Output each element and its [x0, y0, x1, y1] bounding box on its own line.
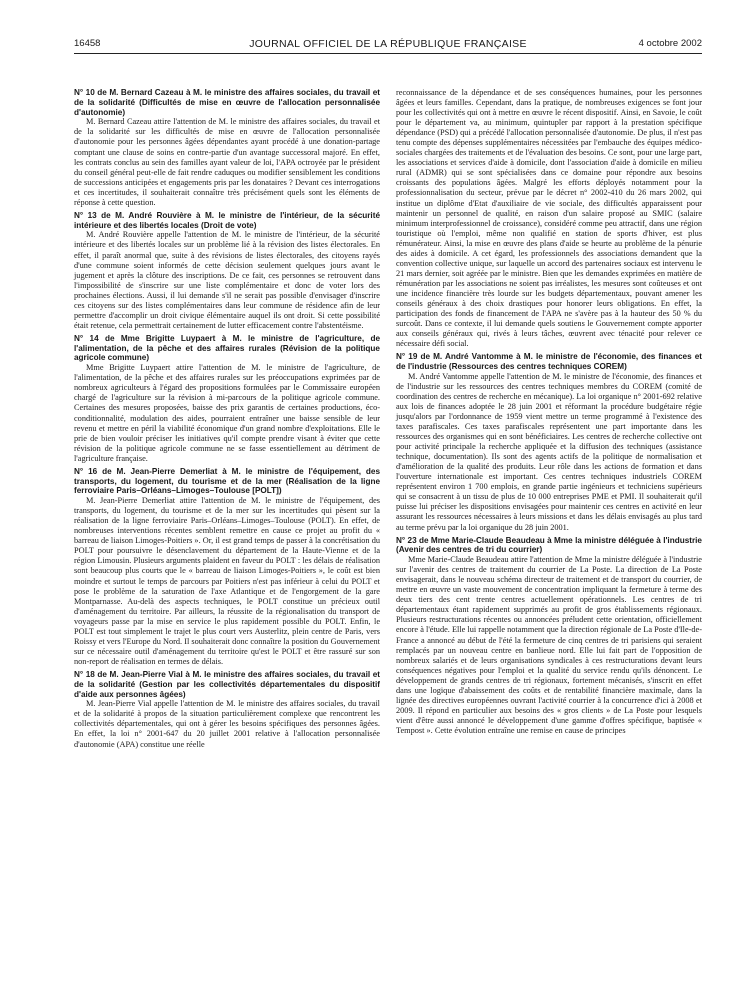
question-body: M. Bernard Cazeau attire l'attention de M. le ministre des affaires sociales, du travail et de la solidarité sur les difficultés de mise en œuvre de l'allocation personnalisée d'autonomie pour les personnes âgées dépendantes ayant procédé à une donation-partage comptant une clause de soins en contre-partie d'un avantage successoral majoré. En effet, les contrats conclus au sein des familles ayant valeur de loi, l'APA octroyée par le président du conseil général peut-elle de fait rendre caduques ou modifier sensiblement les conditions de successions anticipées et engagements pris par les donataires ? Devant ces interrogations et ces incertitudes, il souhaiterait connaître très précisément quels sont les éléments de réponse à cette question.	[74, 117, 380, 207]
left-column	[74, 88, 380, 753]
question-body: Mme Marie-Claude Beaudeau attire l'attention de Mme la ministre déléguée à l'industrie sur l'avenir des centres de traitement du courrier de La Poste. La direction de La Poste envisagerait, dans le nouveau schéma directeur de traitement et de transport du courrier, de mettre en œuvre un vaste mouvement de concentration impliquant la fermeture à terme des deux tiers des cent trente centres actuellement opérationnels. Les centres de tri départementaux étant rapidement supprimés au profit de gros établissements régionaux. Plusieurs restructurations récentes ou annoncées préludent cette orientation, officiellement encore à l'étude. Elle lui rappelle notamment que la direction régionale de La Poste d'Ile-de-France a annoncé au début de l'été la fermeture de cinq centres de tri parisiens qui seraient remplacés par un nouveau centre en banlieue nord. Elle lui fait part de l'opposition de nombreux salariés et de leurs organisations syndicales à ces restructurations devant leurs conséquences négatives pour l'emploi et la qualité du service rendu qu'ils dénoncent. Le développement de grands centres de tri régionaux, fortement mécanisés, s'inscrit en effet dans une logique d'abaissement des coûts et de rentabilité financière maximale, dans la lignée des directives européennes ouvrant l'activité courrier à la concurrence d'ici à 2008 et 2009. Il répond en particulier aux besoins des « gros clients » de La Poste pour lesquels vient d'être aussi annoncé le développement d'une gamme d'offres spécifique, baptisée « Tempost ». Cette évolution entraîne une remise en cause de principes	[396, 555, 702, 735]
question-heading: N° 10 de M. Bernard Cazeau à M. le ministre des affaires sociales, du travail et de la solidarité (Difficultés de mise en œuvre de l'allocation personnalisée d'autonomie)	[74, 88, 380, 117]
publication-date: 4 octobre 2002	[638, 38, 702, 49]
question-entry	[396, 352, 702, 532]
continued-text: reconnaissance de la dépendance et de ses conséquences humaines, pour les personnes âgées et leurs familles. Cependant, dans la pratique, de nombreuses exigences se font jour pour les collectivités qui ont à mettre en œuvre le récent dispositif. Ainsi, en Savoie, le coût pour le département va, au minimum, quintupler par rapport à la prestation spécifique dépendance (PSD) qui a précédé l'allocation personnalisée d'autonomie. De plus, il n'est pas tenu compte des dépenses supplémentaires nécessitées par l'embauche des équipes médico-sociales chargées des traitements et de l'évaluation des besoins. Ce sont, pour une large part, les associations et services d'aide à domicile, dont l'association d'aide à domicile en milieu rural (ADMR) qui se sont spécialisées dans ce domaine pour répondre aux besoins croissants des populations âgées. Malgré les efforts déployés notamment pour la professionnalisation du secteur, prévue par le décret n° 2002-410 du 26 mars 2002, qui institue un diplôme d'Etat d'auxiliaire de vie sociale, des difficultés apparaissent pour maintenir un personnel de qualité, en raison d'un salaire proposé au SMIC (salaire minimum interprofessionnel de croissance), considéré comme peu attractif, dans une région touristique où l'emploi, même non qualifié en station de sports d'hiver, est plus rémunérateur. Ainsi, la mise en œuvre des plans d'aide se heurte au problème de la pénurie des aides à domicile. A cet égard, les professionnels des associations demandent que la convention collective unique, sur laquelle un accord des partenaires sociaux est intervenu le 21 mars dernier, soit agréée par le ministre. Bien que les demandes exprimées en matière de rémunération par les associations ne soient pas irréalistes, les mesures sont coûteuses et ont une incidence financière très lourde sur les budgets départementaux, pouvant amener les conseils généraux à des choix drastiques pour honorer leurs obligations. En effet, la participation des fonds de financement de l'APA ne s'avère pas à la hauteur des 50 % du surcoût. Dans ce contexte, il lui demande quels soutiens le Gouvernement compte apporter aux conseils généraux qui, rivés à leurs tâches, œuvrent avec ténacité pour relever ce nécessaire défi social.	[396, 88, 703, 349]
journal-title: JOURNAL OFFICIEL DE LA RÉPUBLIQUE FRANÇAISE	[249, 38, 527, 50]
question-heading: N° 13 de M. André Rouvière à M. le ministre de l'intérieur, de la sécurité intérieure et des libertés locales (Droit de vote)	[74, 210, 380, 230]
question-body: M. André Vantomme appelle l'attention de M. le ministre de l'économie, des finances et de l'industrie sur les ressources des centres techniques membres du COREM (comité de coordination des centres de recherche en mécanique). La loi organique n° 2001-692 relative aux lois de finances adoptée le 28 juin 2001 et réformant la procédure budgétaire régie jusqu'alors par l'ordonnance de 1959 vient mettre un terme programmé à l'existence des taxes parafiscales. Ces taxes parafiscales représentent une part importante dans les ressources des organismes qui en sont bénéficiaires. Les centres de recherche collective ont pour activité principale la recherche appliquée et la diffusion des techniques (assistance technique, documentation). Ils sont des agents actifs de la politique de normalisation et d'amélioration de la qualité des produits. Leur rôle dans les actions de formation et dans l'ouverture internationale est important. Ces centres techniques industriels COREM représentent environ 1 700 emplois, en grande partie ingénieurs et techniciens supérieurs qui se consacrent à un tissu de plus de 10 000 entreprises PME et PMI. Il souhaiterait qu'il puisse lui préciser les dispositions envisagées pour maintenir ces centres en activité en leur assurant les ressources nécessaires à leurs missions et dans les délais envisagés au plus tard au terme prévu par la loi organique du 28 juin 2001.	[396, 371, 702, 532]
question-body: M. Jean-Pierre Vial appelle l'attention de M. le ministre des affaires sociales, du travail et de la solidarité à propos de la situation particulièrement complexe que rencontrent les collectivités départementales, qui ont à gérer les besoins spécifiques des personnes âgées. En effet, la loi n° 2001-647 du 20 juillet 2001 relative à l'allocation personnalisée d'autonomie (APA) constitue une réelle	[74, 699, 380, 749]
question-body: M. Jean-Pierre Demerliat attire l'attention de M. le ministre de l'équipement, des transports, du logement, du tourisme et de la mer sur les incertitudes qui pèsent sur la réalisation de la ligne ferroviaire Paris–Orléans–Limoges–Toulouse (POLT). En effet, de nombreuses interventions récentes semblent remettre en cause ce projet au profit du « barreau de liaison Limoges-Poitiers ». Or, il est grand temps de passer à la concrétisation du POLT pour poursuivre le désenclavement du département de la Haute-Vienne et de la région Limousin. Plusieurs arguments plaident en faveur du POLT : les délais de réalisation sont beaucoup plus courts que le « barreau de liaison Limoges-Poitiers », le coût est bien moindre et surtout le temps de parcours par Poitiers n'est pas inférieur à celui du POLT et pose le problème de la saturation de l'axe Atlantique et de l'engorgement de la gare Montparnasse. Au-delà des aspects techniques, le POLT constitue un précieux outil d'aménagement du territoire. Par ailleurs, la réussite de la régionalisation du transport de voyageurs passe par la mise en service le plus rapidement possible du POLT. Enfin, le POLT est tout simplement le trajet le plus court vers Austerlitz, plein centre de Paris, vers Roissy et vers l'Europe du Nord. Il souhaiterait donc connaître la position du Gouvernement sur ce nécessaire outil d'aménagement du territoire qu'est le POLT et être rassuré sur son non-report de réalisation en termes de délais.	[74, 496, 380, 666]
question-entry	[74, 670, 380, 750]
page-number: 16458	[74, 38, 101, 49]
header-rule	[74, 53, 702, 54]
question-body: Mme Brigitte Luypaert attire l'attention de M. le ministre de l'agriculture, de l'alimentation, de la pêche et des affaires rurales sur les préoccupations exprimées par de nombreux agriculteurs à l'égard des propositions formulées par le Commissaire européen chargé de l'agriculture sur la révision à mi-parcours de la politique agricole commune. Certaines des mesures proposées, baisse des prix garantis de certaines productions, éco-conditionnalité, modulation des aides, pourraient entraîner une baisse sensible de leur revenu et mettre en péril la viabilité économique d'un grand nombre d'exploitations. Elle le prie de bien vouloir préciser les initiatives qu'il compte prendre visant à éviter que cette révision de la politique agricole commune ne se fasse essentiellement au détriment de l'agriculture française.	[74, 363, 380, 463]
question-entry	[396, 536, 702, 736]
question-entry	[74, 467, 380, 667]
question-heading: N° 14 de Mme Brigitte Luypaert à M. le ministre de l'agriculture, de l'alimentation, de la pêche et des affaires rurales (Révision de la politique agricole commune)	[74, 333, 380, 363]
question-heading: N° 23 de Mme Marie-Claude Beaudeau à Mme la ministre déléguée à l'industrie (Avenir des centres de tri du courrier)	[396, 535, 702, 555]
question-body: M. André Rouvière appelle l'attention de M. le ministre de l'intérieur, de la sécurité intérieure et des libertés locales sur un problème lié à la révision des listes électorales. En effet, il paraît anormal que, suite à des révisions de listes électorales, des citoyens rayés d'une commune soient informés de cette décision seulement quelques jours avant le jugement et après la clôture des inscriptions. De ce fait, ces personnes se retrouvent dans l'impossibilité de s'inscrire sur une liste complémentaire et donc de voter lors des prochaines élections. Aussi, il lui demande s'il ne serait pas possible d'envisager d'inscrire ces citoyens sur des listes complémentaires dans leur commune de résidence afin de leur permettre d'accomplir un droit civique élémentaire auquel ils ont droit. Si cette possibilité était retenue, cela permettrait certainement de lutter efficacement contre l'abstentéisme.	[74, 230, 380, 330]
right-column	[396, 88, 702, 739]
question-continuation	[396, 88, 702, 349]
question-heading: N° 19 de M. André Vantomme à M. le ministre de l'économie, des finances et de l'industrie (Ressources des centres techniques COREM)	[396, 352, 702, 372]
page-header	[74, 38, 702, 52]
question-entry	[74, 211, 380, 331]
question-entry	[74, 334, 380, 464]
question-heading: N° 16 de M. Jean-Pierre Demerliat à M. le ministre de l'équipement, des transports, du logement, du tourisme et de la mer (Réalisation de la ligne ferroviaire Paris–Orléans–Limoges–Toulouse [POLT])	[74, 466, 380, 496]
question-heading: N° 18 de M. Jean-Pierre Vial à M. le ministre des affaires sociales, du travail et de la solidarité (Gestion par les collectivités départementales du dispositif d'aide aux personnes âgées)	[74, 669, 380, 699]
question-entry	[74, 88, 380, 208]
